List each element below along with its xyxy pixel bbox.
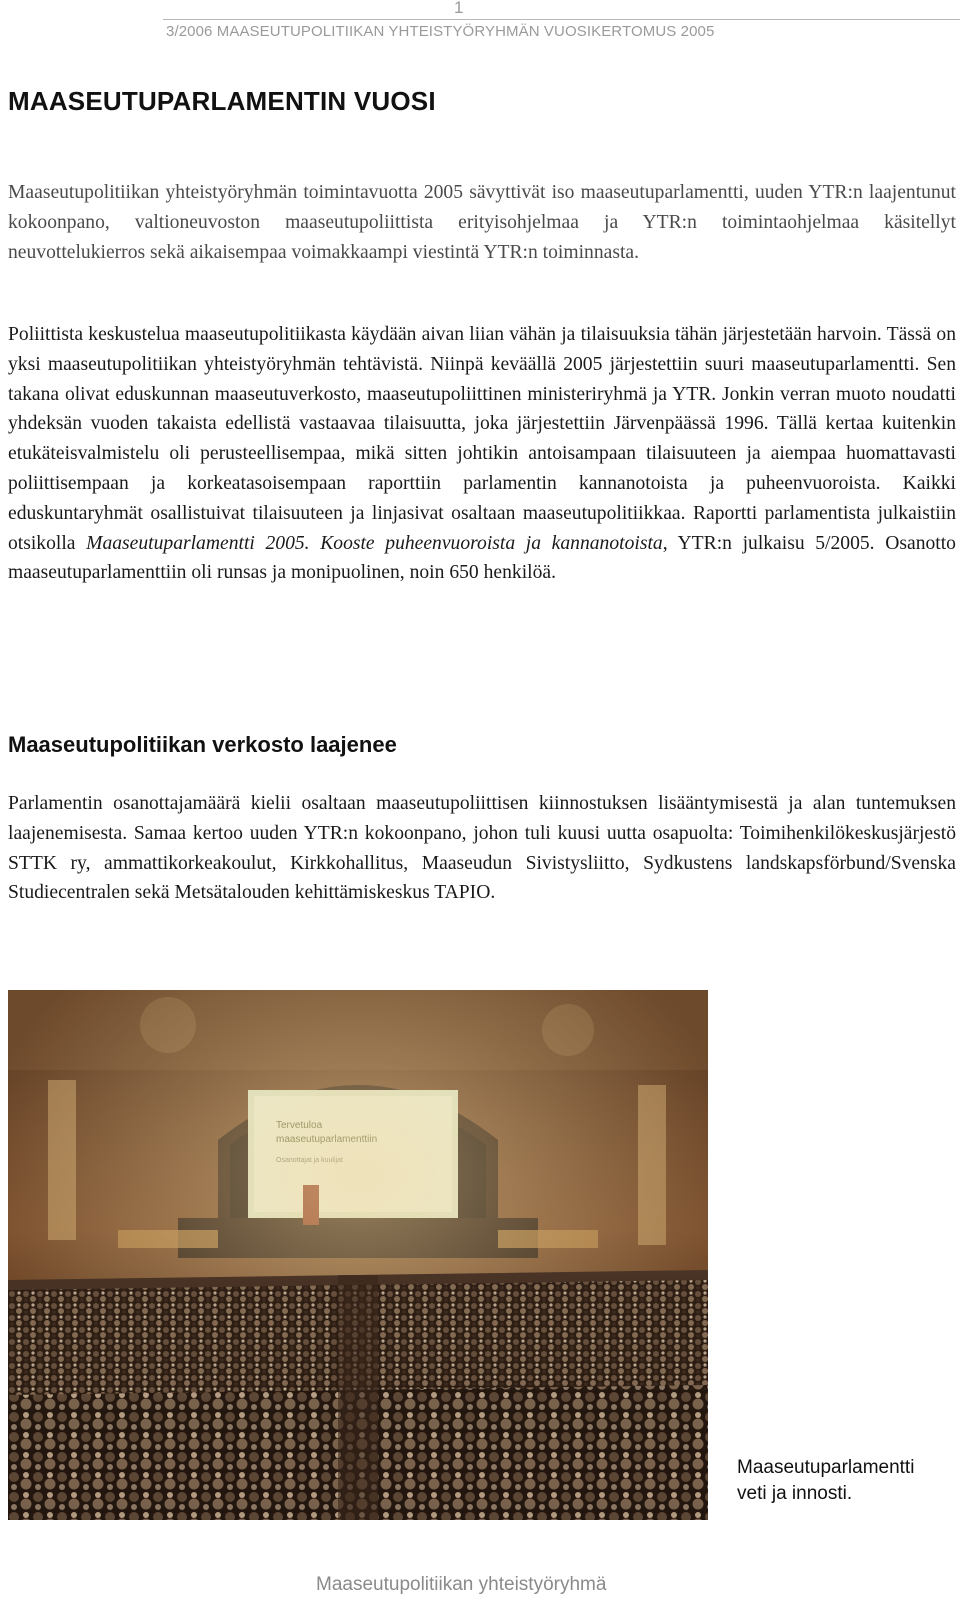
page-title: MAASEUTUPARLAMENTIN VUOSI [8,86,436,116]
body-paragraph-1 [8,320,956,588]
running-header: 3/2006 MAASEUTUPOLITIIKAN YHTEISTYÖRYHMÄN VUOSIKERTOMUS 2005 [166,23,715,40]
body-paragraph-1-space [310,533,321,554]
parliament-hall-photo [8,990,708,1520]
section-subtitle: Maaseutupolitiikan verkosto laajenee [8,732,397,757]
report-title-italic: Maaseutuparlamentti 2005. [86,532,310,554]
intro-paragraph: Maaseutupolitiikan yhteistyöryhmän toimintavuotta 2005 sävyttivät iso maaseutuparlamentti, uuden YTR:n laajentunut kokoonpano, valtioneuvoston maaseutupoliittista erityisohjelmaa ja YTR:n toimintaohjelmaa käsitellyt neuvottelukierros sekä aikaisempaa voimakkaampi viestintä YTR:n toiminnasta. [8,182,956,263]
body-paragraph-2: Parlamentin osanottajamäärä kielii osaltaan maaseutupoliittisen kiinnostuksen lisääntymisestä ja alan tuntemuksen laajenemisesta. Samaa kertoo uuden YTR:n kokoonpano, johon tuli kuusi uutta osapuolta: Toimihenkilökeskusjärjestö STTK ry, ammattikorkeakoulut, Kirkkohallitus, Maaseudun Sivistysliitto, Sydkustens landskapsförbund/Svenska Studiecentralen sekä Metsätalouden kehittämiskeskus TAPIO. [8,793,956,904]
caption-line-1: Maaseutuparlamentti [737,1457,915,1478]
photo-illustration [8,990,708,1520]
report-subtitle-italic: Kooste puheenvuoroista ja kannanotoista [320,532,663,554]
body-paragraph-1-tail: , YTR:n julkaisu 5/2005. Osanotto maaseutuparlamenttiin oli runsas ja monipuolinen, noin 650 henkilöä. [8,532,956,584]
page-footer: Maaseutupolitiikan yhteistyöryhmä [316,1574,607,1595]
body-paragraph-1-text: Poliittista keskustelua maaseutupolitiikasta käydään aivan liian vähän ja tilaisuuksia tähän järjestetään harvoin. Tässä on yksi maaseutupolitiikan yhteistyöryhmän tehtävistä. Niinpä keväällä 2005 järjestettiin suuri maaseutuparlamentti. Sen takana olivat eduskunnan maaseutuverkosto, maaseutupoliittinen ministeriryhmä ja YTR. Jonkin verran muoto noudatti yhdeksän vuoden takaista edellistä vastaavaa tilaisuutta, joka järjestettiin Järvenpäässä 1996. Tällä kertaa kuitenkin etukäteisvalmistelu oli perusteellisempaa, mikä sitten johtikin antoisampaan tilaisuuteen ja aiempaa huomattavasti poliittisempaan ja korkeatasoisempaan raporttiin parlamentin kannanotoista ja puheenvuoroista. Kaikki eduskuntaryhmät osallistuivat tilaisuuteen ja linjasivat osaltaan maaseutupolitiikkaa. Raportti parlamentista julkaistiin otsikolla [8,324,956,554]
caption-line-2: veti ja innosti. [737,1483,853,1504]
photo-caption [737,1455,952,1507]
page-number: 1 [454,0,464,17]
header-rule [163,19,960,20]
